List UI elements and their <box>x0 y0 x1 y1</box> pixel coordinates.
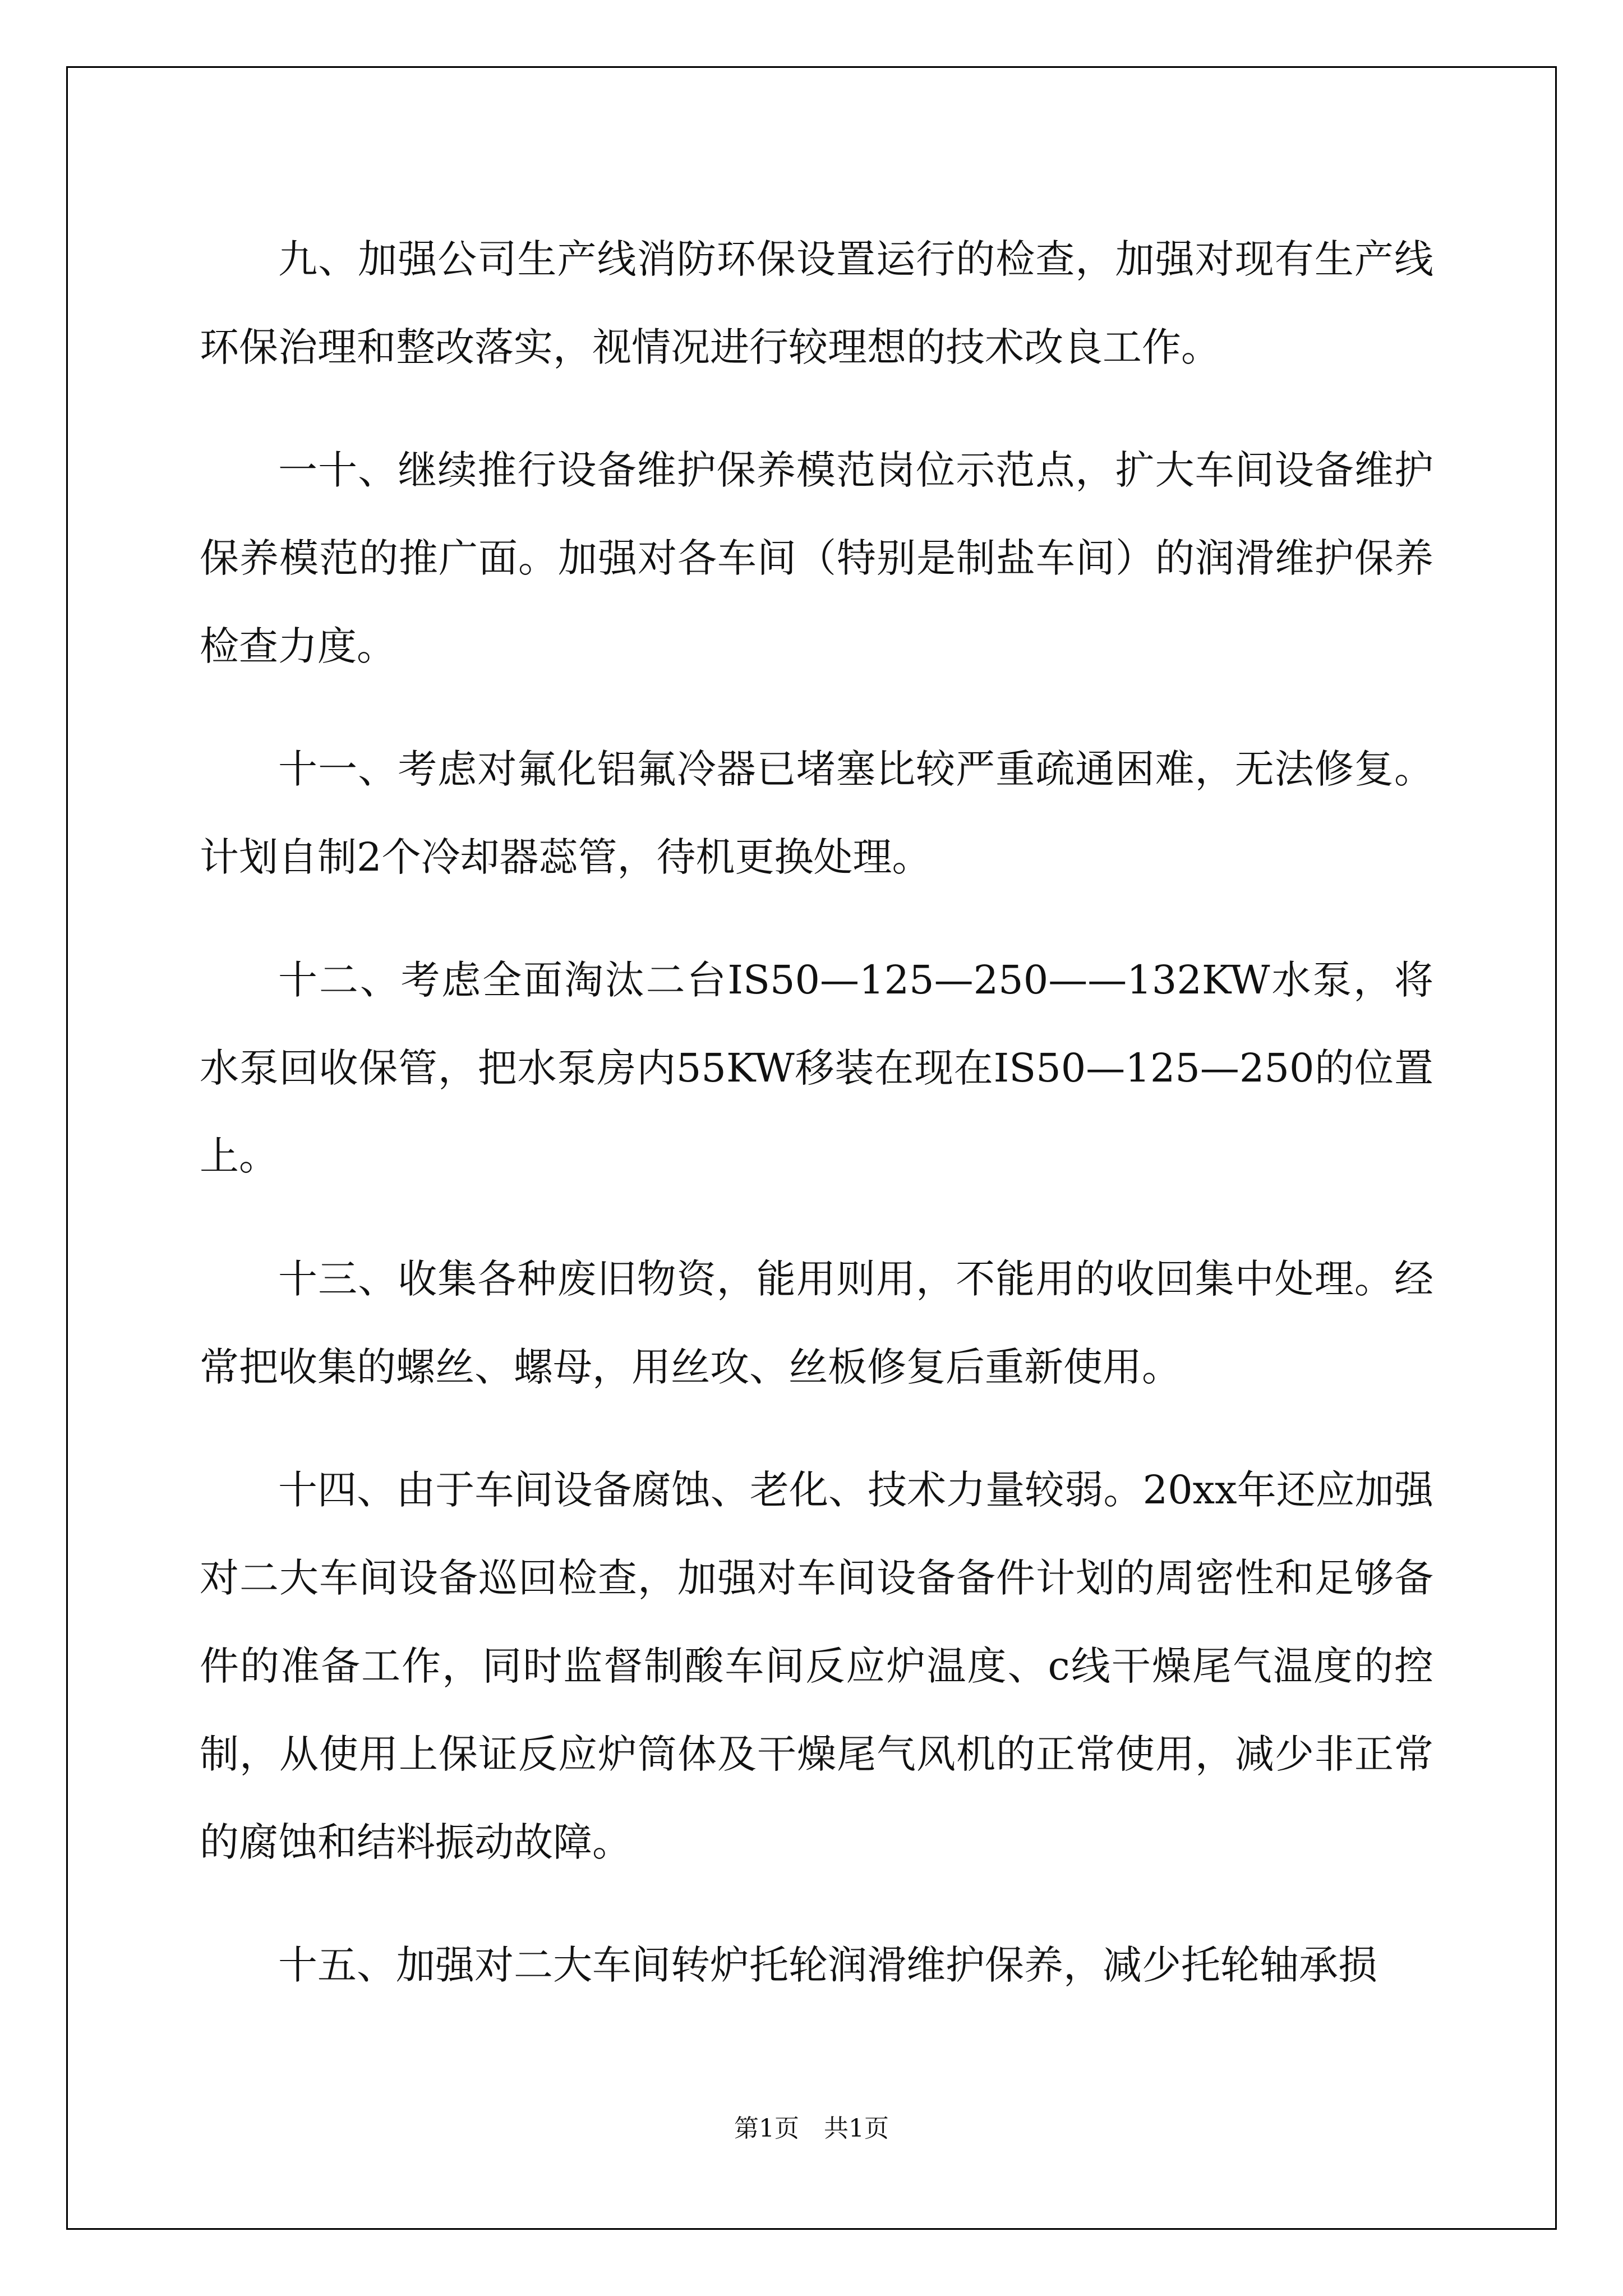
paragraph-10: 一十、继续推行设备维护保养模范岗位示范点，扩大车间设备维护保养模范的推广面。加强对各车间（特别是制盐车间）的润滑维护保养检查力度。 <box>200 447 1433 669</box>
paragraph-11: 十一、考虑对氟化铝氟冷器已堵塞比较严重疏通困难，无法修复。计划自制2个冷却器蕊管，待机更换处理。 <box>200 746 1433 880</box>
paragraph-15: 十五、加强对二大车间转炉托轮润滑维护保养，减少托轮轴承损 <box>278 1942 1377 1988</box>
page-number: 第1页 <box>734 2114 799 2143</box>
paragraph-13: 十三、收集各种废旧物资，能用则用，不能用的收回集中处理。经常把收集的螺丝、螺母，用丝攻、丝板修复后重新使用。 <box>200 1256 1433 1390</box>
paragraph-14: 十四、由于车间设备腐蚀、老化、技术力量较弱。20xx年还应加强对二大车间设备巡回检查，加强对车间设备备件计划的周密性和足够备件的准备工作，同时监督制酸车间反应炉温度、c线干燥尾气温度的控制，从使用上保证反应炉筒体及干燥尾气风机的正常使用，减少非正常的腐蚀和结料振动故障。 <box>200 1467 1433 1865</box>
paragraph-9: 九、加强公司生产线消防环保设置运行的检查，加强对现有生产线环保治理和整改落实，视情况进行较理想的技术改良工作。 <box>200 236 1433 370</box>
page-footer <box>0 2112 1623 2146</box>
page-total: 共1页 <box>824 2114 889 2143</box>
document-body <box>200 215 1433 2044</box>
paragraph-12: 十二、考虑全面淘汰二台IS50—125—250——132KW水泵，将水泵回收保管，把水泵房内55KW移装在现在IS50—125—250的位置上。 <box>200 957 1433 1179</box>
